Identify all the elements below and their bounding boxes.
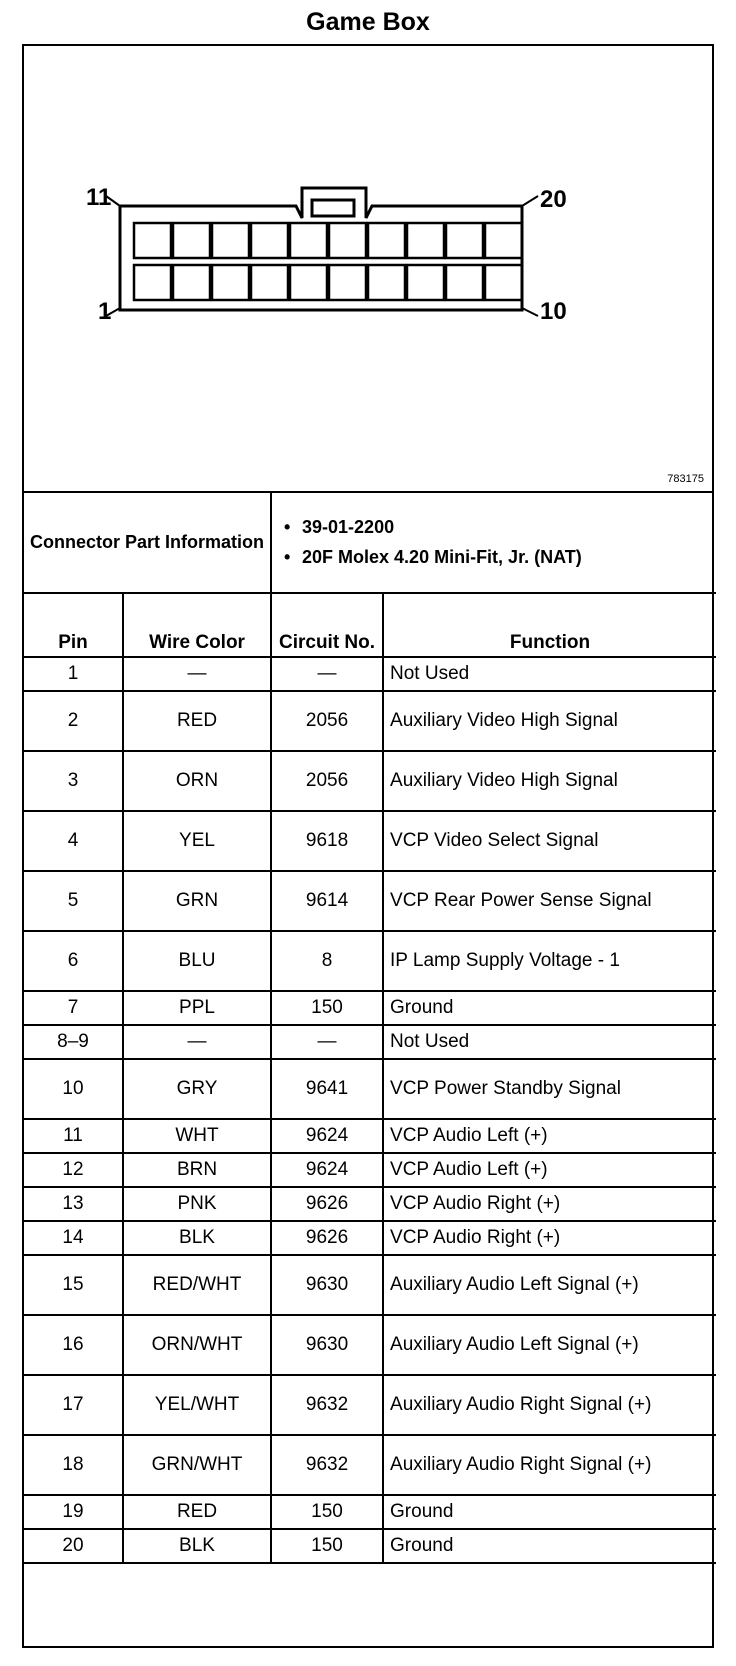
pin-cavity (134, 265, 171, 300)
pin-cell: 4 (24, 811, 123, 871)
pin-cell: 10 (24, 1059, 123, 1119)
table-row (24, 1025, 716, 1059)
circuit-cell: 8 (271, 931, 383, 991)
function-cell: Ground (383, 1495, 716, 1529)
table-row (24, 1059, 716, 1119)
pin-cell: 14 (24, 1221, 123, 1255)
header-pin: Pin (24, 593, 123, 657)
table-row (24, 991, 716, 1025)
wire-color-cell: BRN (123, 1153, 271, 1187)
table-row (24, 931, 716, 991)
table-row (24, 1495, 716, 1529)
pin-cell: 6 (24, 931, 123, 991)
function-cell: VCP Audio Right (+) (383, 1187, 716, 1221)
pin-cavity (485, 265, 522, 300)
function-cell: Auxiliary Audio Right Signal (+) (383, 1375, 716, 1435)
table-row (24, 1221, 716, 1255)
connector-face-drawing (24, 46, 716, 491)
wire-color-cell: RED/WHT (123, 1255, 271, 1315)
pin-cavity (446, 223, 483, 258)
function-cell: Not Used (383, 657, 716, 691)
table-row (24, 871, 716, 931)
function-cell: VCP Video Select Signal (383, 811, 716, 871)
header-function: Function (383, 593, 716, 657)
pin-cavity (212, 223, 249, 258)
pin-cell: 3 (24, 751, 123, 811)
circuit-cell: 9632 (271, 1435, 383, 1495)
pin-cell: 2 (24, 691, 123, 751)
wire-color-cell: PNK (123, 1187, 271, 1221)
table-row (24, 1529, 716, 1563)
table-row (24, 1255, 716, 1315)
pin-cavity (173, 223, 210, 258)
pinout-table (24, 491, 716, 1564)
circuit-cell: 9626 (271, 1187, 383, 1221)
function-cell: Auxiliary Audio Right Signal (+) (383, 1435, 716, 1495)
connector-sheet (22, 44, 714, 1648)
table-row (24, 657, 716, 691)
function-cell: VCP Audio Left (+) (383, 1119, 716, 1153)
connector-part-row (24, 491, 716, 593)
page-title: Game Box (306, 8, 430, 36)
wire-color-cell: BLK (123, 1221, 271, 1255)
circuit-cell: 150 (271, 1495, 383, 1529)
pin-cavity (329, 265, 366, 300)
function-cell: VCP Audio Left (+) (383, 1153, 716, 1187)
circuit-cell: 2056 (271, 691, 383, 751)
pin-cavity (329, 223, 366, 258)
circuit-cell: 9632 (271, 1375, 383, 1435)
wire-color-cell: YEL (123, 811, 271, 871)
wire-color-cell: GRN/WHT (123, 1435, 271, 1495)
circuit-cell: 9641 (271, 1059, 383, 1119)
pin-cell: 16 (24, 1315, 123, 1375)
function-cell: Auxiliary Audio Left Signal (+) (383, 1255, 716, 1315)
part-description: 20F Molex 4.20 Mini-Fit, Jr. (NAT) (302, 546, 582, 567)
connector-part-label: Connector Part Information (24, 491, 271, 593)
pin-cavity (290, 265, 327, 300)
table-row (24, 1375, 716, 1435)
circuit-cell: 2056 (271, 751, 383, 811)
wire-color-cell: RED (123, 1495, 271, 1529)
circuit-cell: — (271, 657, 383, 691)
wire-color-cell: GRN (123, 871, 271, 931)
pin-cavity (134, 223, 171, 258)
circuit-cell: — (271, 1025, 383, 1059)
pin-cavity (368, 265, 405, 300)
wire-color-cell: YEL/WHT (123, 1375, 271, 1435)
function-cell: IP Lamp Supply Voltage - 1 (383, 931, 716, 991)
pin-cavity (251, 265, 288, 300)
table-row (24, 1153, 716, 1187)
pin-cavity (251, 223, 288, 258)
pin-cavity (485, 223, 522, 258)
pin-label-10: 10 (540, 298, 567, 325)
figure-id: 783175 (667, 473, 704, 485)
pin-label-1: 1 (98, 298, 112, 325)
function-cell: VCP Audio Right (+) (383, 1221, 716, 1255)
pin-cavity (212, 265, 249, 300)
function-cell: VCP Rear Power Sense Signal (383, 871, 716, 931)
pin-cell: 11 (24, 1119, 123, 1153)
circuit-cell: 9624 (271, 1119, 383, 1153)
circuit-cell: 150 (271, 1529, 383, 1563)
function-cell: Ground (383, 991, 716, 1025)
table-row (24, 1435, 716, 1495)
pin-cell: 13 (24, 1187, 123, 1221)
circuit-cell: 9630 (271, 1315, 383, 1375)
header-wire-color: Wire Color (123, 593, 271, 657)
wire-color-cell: PPL (123, 991, 271, 1025)
pin-cell: 7 (24, 991, 123, 1025)
wire-color-cell: RED (123, 691, 271, 751)
wire-color-cell: BLU (123, 931, 271, 991)
connector-diagram (24, 46, 712, 493)
part-number: 39-01-2200 (302, 516, 395, 537)
latch (312, 200, 354, 216)
function-cell: Not Used (383, 1025, 716, 1059)
wire-color-cell: — (123, 1025, 271, 1059)
circuit-cell: 150 (271, 991, 383, 1025)
pin-cell: 15 (24, 1255, 123, 1315)
pin-cell: 17 (24, 1375, 123, 1435)
circuit-cell: 9626 (271, 1221, 383, 1255)
circuit-cell: 9630 (271, 1255, 383, 1315)
connector-outline (120, 188, 522, 310)
pin-label-11: 11 (86, 184, 112, 211)
header-row (24, 593, 716, 657)
pin-cavity (368, 223, 405, 258)
function-cell: VCP Power Standby Signal (383, 1059, 716, 1119)
pin-cavity (407, 265, 444, 300)
pin-cell: 19 (24, 1495, 123, 1529)
function-cell: Auxiliary Video High Signal (383, 751, 716, 811)
pin-cell: 1 (24, 657, 123, 691)
table-row (24, 1187, 716, 1221)
wire-color-cell: ORN/WHT (123, 1315, 271, 1375)
wire-color-cell: BLK (123, 1529, 271, 1563)
table-row (24, 811, 716, 871)
wire-color-cell: WHT (123, 1119, 271, 1153)
function-cell: Auxiliary Audio Left Signal (+) (383, 1315, 716, 1375)
table-row (24, 691, 716, 751)
pin-cavities (134, 223, 522, 300)
pin-cavity (173, 265, 210, 300)
pin-cavity (407, 223, 444, 258)
header-circuit-no: Circuit No. (271, 593, 383, 657)
table-row (24, 1315, 716, 1375)
circuit-cell: 9614 (271, 871, 383, 931)
pin-cell: 8–9 (24, 1025, 123, 1059)
pin-label-20: 20 (540, 186, 567, 213)
circuit-cell: 9624 (271, 1153, 383, 1187)
wire-color-cell: ORN (123, 751, 271, 811)
pin-cavity (446, 265, 483, 300)
pin-cell: 5 (24, 871, 123, 931)
wire-color-cell: — (123, 657, 271, 691)
function-cell: Ground (383, 1529, 716, 1563)
table-row (24, 1119, 716, 1153)
pin-cell: 18 (24, 1435, 123, 1495)
function-cell: Auxiliary Video High Signal (383, 691, 716, 751)
pin-cell: 12 (24, 1153, 123, 1187)
pin-cavity (290, 223, 327, 258)
pin-cell: 20 (24, 1529, 123, 1563)
table-row (24, 751, 716, 811)
circuit-cell: 9618 (271, 811, 383, 871)
wire-color-cell: GRY (123, 1059, 271, 1119)
connector-part-info: • 39-01-2200 • 20F Molex 4.20 Mini-Fit, Jr. (NAT) (271, 491, 716, 593)
